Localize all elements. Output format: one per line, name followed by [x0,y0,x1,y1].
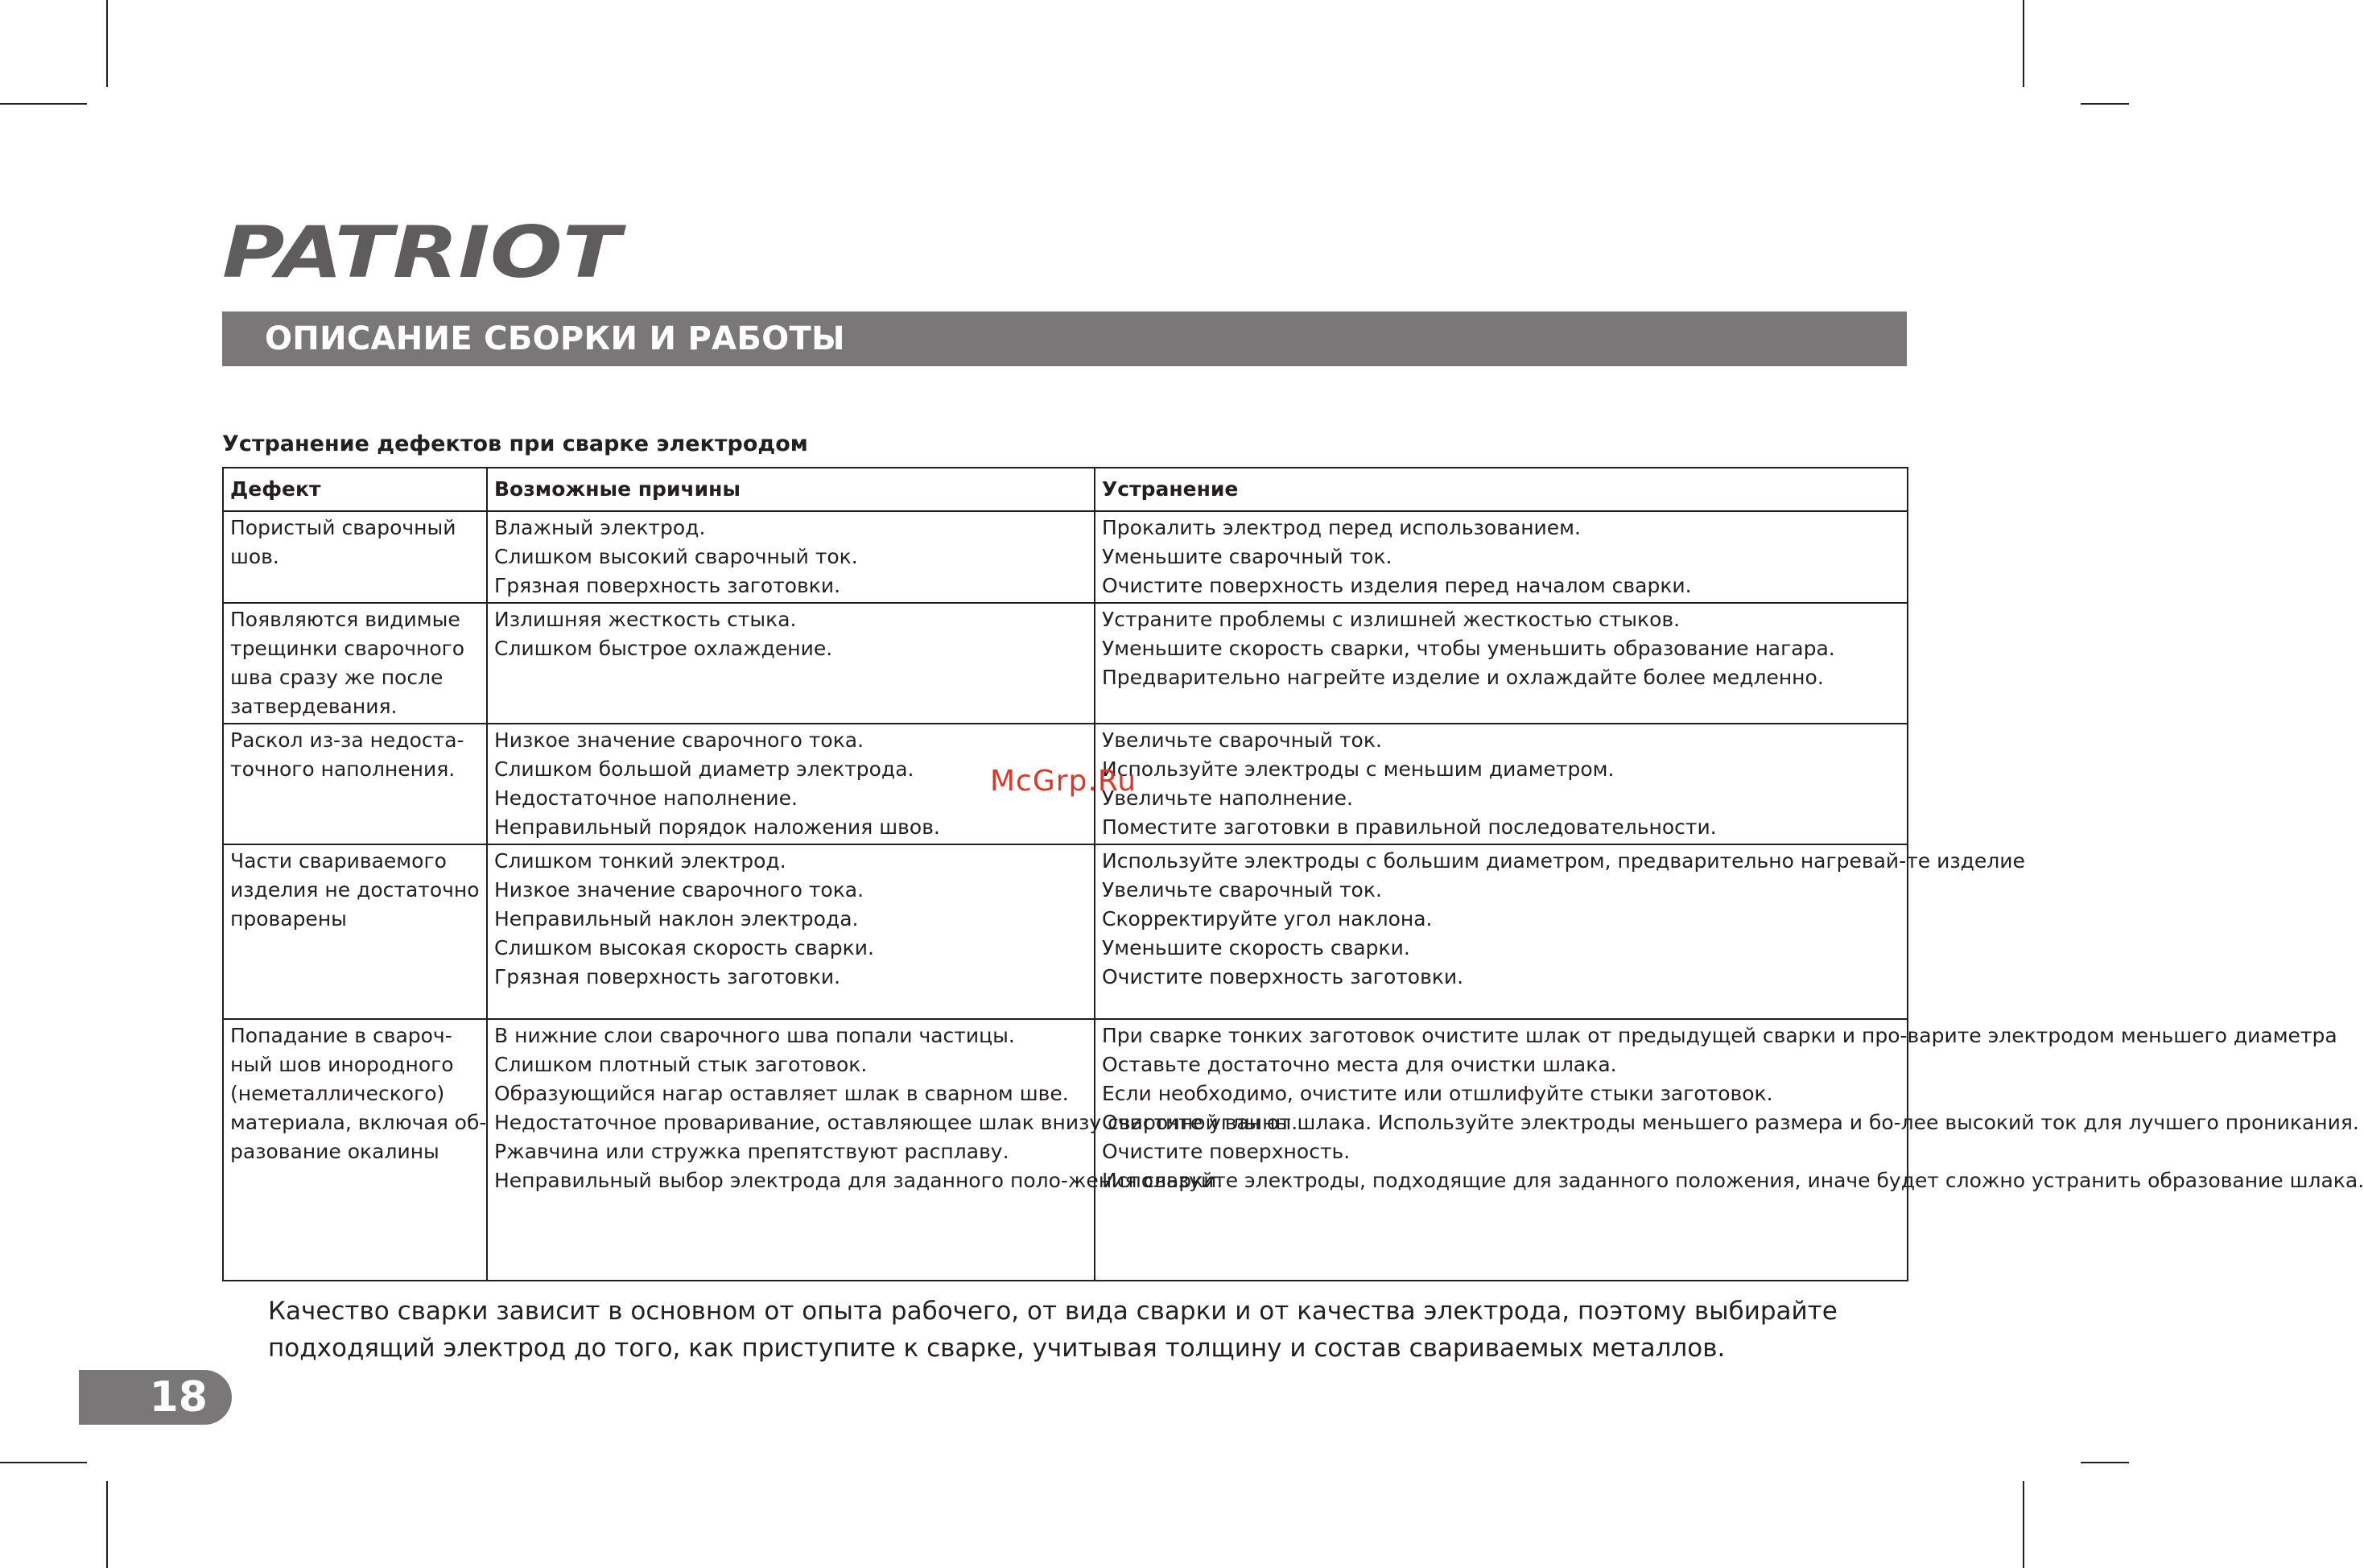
table-header-row [223,468,1908,511]
cause-line: Слишком высокий сварочный ток. [494,545,858,568]
column-header-causes: Возможные причины [487,468,1095,511]
remedy-line: Оставьте достаточно места для очистки шлака. [1102,1053,1617,1076]
cause-line: Грязная поверхность заготовки. [494,574,841,597]
causes-cell [487,603,1095,724]
table-row [223,603,1908,724]
cause-line: Слишком тонкий электрод. [494,849,786,873]
remedy-line: Используйте электроды с меньшим диаметром. [1102,757,1615,781]
cause-line: Грязная поверхность заготовки. [494,965,841,988]
defect-cell [223,724,487,844]
defect-text-lines: Части свариваемого изделия не достаточно проварены [230,849,480,930]
remedy-line: Прокалить электрод перед использованием. [1102,516,1581,539]
remedy-line: Предварительно нагрейте изделие и охлаждайте более медленно. [1102,666,1824,689]
crop-mark [0,103,87,105]
defect-text-lines: Попадание в свароч- ный шов инородного (неметаллического) материала, включая об- разование окалины [230,1024,487,1163]
defect-text-lines: Появляются видимые трещинки сварочного шва сразу же после затвердевания. [230,608,465,718]
remedy-line: При сварке тонких заготовок очистите шлак от предыдущей сварки и про-варите электродом меньшего диаметра [1102,1024,2337,1047]
remedy-line: Уменьшите скорость сварки. [1102,936,1410,959]
remedy-line: Увеличьте сварочный ток. [1102,728,1382,752]
cause-line: Неправильный выбор электрода для заданного поло-жения сварки. [494,1169,1223,1192]
crop-mark [2023,1481,2024,1568]
crop-mark [2081,1462,2129,1463]
defect-cell [223,844,487,1019]
cause-line: Излишняя жесткость стыка. [494,608,797,631]
crop-mark [2081,103,2129,105]
defect-cell [223,511,487,603]
table-heading: Устранение дефектов при сварке электродом [222,431,808,456]
causes-cell [487,511,1095,603]
page-number: 18 [149,1373,208,1422]
remedy-line: Уменьшите сварочный ток. [1102,545,1392,568]
cause-line: Ржавчина или стружка препятствуют расплаву. [494,1140,1009,1163]
remedy-line: Устраните проблемы с излишней жесткостью стыков. [1102,608,1681,631]
page-number-badge [79,1370,232,1425]
remedies-cell [1095,511,1908,603]
causes-cell [487,844,1095,1019]
remedy-line: Очистите поверхность. [1102,1140,1351,1163]
defect-cell [223,603,487,724]
quality-note: Качество сварки зависит в основном от опыта рабочего, от вида сварки и от качества электрода, поэтому выбирайте подходящий электрод до того, как приступите к сварке, учитывая толщину и состав свариваемых металлов. [268,1297,1838,1363]
table-body [223,511,2364,1281]
remedies-cell [1095,724,1908,844]
remedy-line: Очистите поверхность заготовки. [1102,965,1464,988]
remedy-line: Уменьшите скорость сварки, чтобы уменьшить образование нагара. [1102,637,1835,660]
remedy-line: Используйте электроды с большим диаметром, предварительно нагревай-те изделие [1102,849,2025,873]
cause-line: Слишком высокая скорость сварки. [494,936,874,959]
remedy-line: Скорректируйте угол наклона. [1102,907,1433,930]
remedy-line: Очистите углы от шлака. Используйте электроды меньшего размера и бо-лее высокий ток для лучшего проникания. [1102,1111,2359,1134]
cause-line: Неправильный порядок наложения швов. [494,815,940,839]
defects-table [222,467,2364,1281]
cause-line: Неправильный наклон электрода. [494,907,859,930]
defect-text-lines: Раскол из-за недоста- точного наполнения. [230,728,464,781]
table-row [223,1019,1908,1281]
crop-mark [106,0,108,87]
cause-line: Недостаточное наполнение. [494,786,798,810]
defect-text-lines: Пористый сварочный шов. [230,516,456,568]
watermark: McGrp.Ru [990,765,1137,798]
cause-line: Низкое значение сварочного тока. [494,728,864,752]
cause-line: Слишком большой диаметр электрода. [494,757,914,781]
remedies-cell [1095,1019,2364,1281]
remedy-line: Увеличьте сварочный ток. [1102,878,1382,902]
cause-line: Низкое значение сварочного тока. [494,878,864,902]
brand-name: PATRIOT [222,211,627,294]
cause-line: Слишком быстрое охлаждение. [494,637,833,660]
column-header-remedies: Устранение [1095,468,1908,511]
cause-line: В нижние слои сварочного шва попали частицы. [494,1024,1015,1047]
section-title: ОПИСАНИЕ СБОРКИ И РАБОТЫ [265,320,845,357]
defect-cell [223,1019,487,1281]
remedy-line: Очистите поверхность изделия перед началом сварки. [1102,574,1692,597]
remedies-cell [1095,844,2025,1019]
remedy-line: Если необходимо, очистите или отшлифуйте стыки заготовок. [1102,1082,1773,1105]
remedy-line: Поместите заготовки в правильной последовательности. [1102,815,1717,839]
crop-mark [106,1481,108,1568]
column-header-defect: Дефект [223,468,487,511]
section-banner [222,312,1907,366]
crop-mark [2023,0,2024,87]
remedy-line: Используйте электроды, подходящие для заданного положения, иначе будет сложно устранить образование шлака. [1102,1169,2364,1192]
cause-line: Слишком плотный стык заготовок. [494,1053,868,1076]
remedies-cell [1095,603,1908,724]
patriot-logo [222,211,627,294]
table-row [223,511,1908,603]
cause-line: Образующийся нагар оставляет шлак в сварном шве. [494,1082,1069,1105]
cause-line: Влажный электрод. [494,516,706,539]
crop-mark [0,1462,87,1463]
remedy-line: Увеличьте наполнение. [1102,786,1353,810]
cause-line: Недостаточное проваривание, оставляющее шлак внизу сварочной ванны. [494,1111,1298,1134]
table-row [223,844,1908,1019]
